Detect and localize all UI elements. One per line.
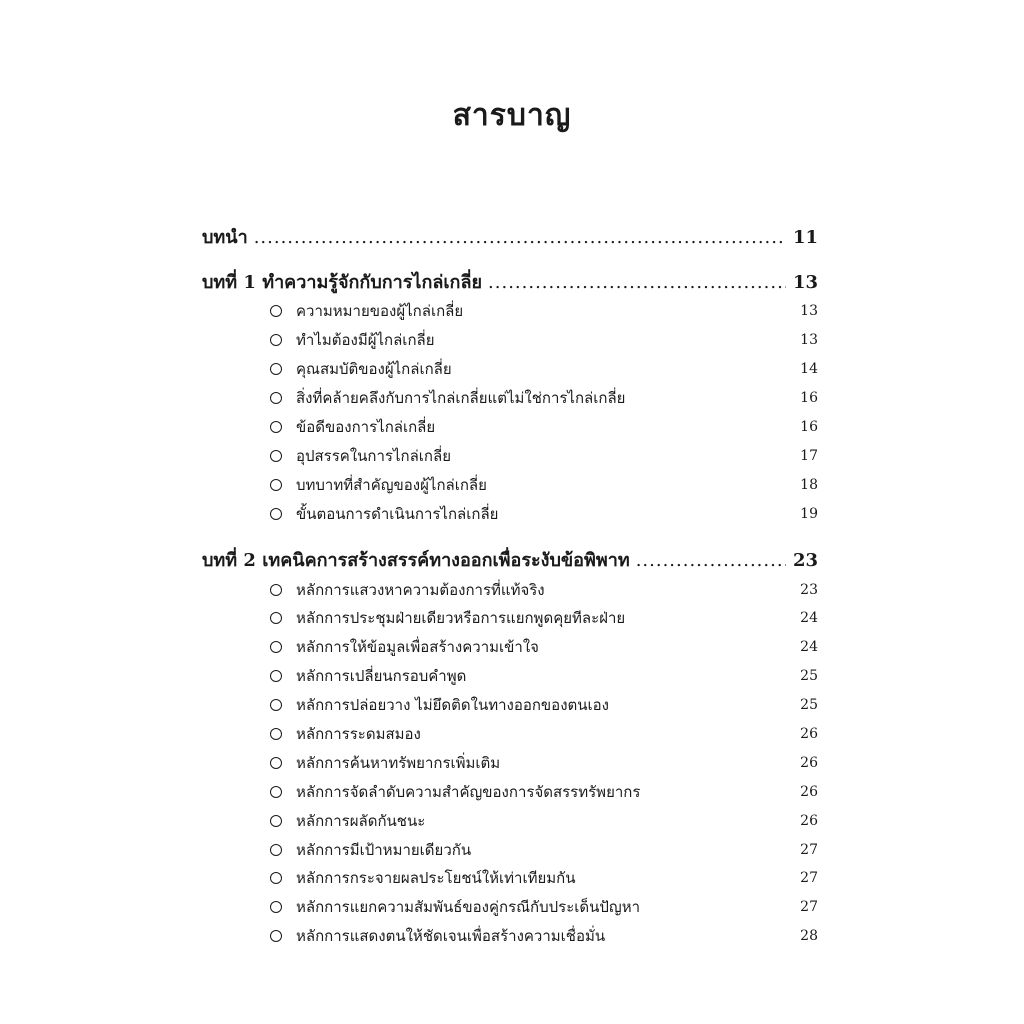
page-title: สารบาญ bbox=[452, 98, 572, 133]
page-number: 25 bbox=[800, 668, 818, 685]
circle-bullet-icon bbox=[270, 930, 282, 942]
entry-title: หลักการระดมสมอง bbox=[296, 725, 421, 744]
circle-bullet-icon bbox=[270, 901, 282, 913]
entry-title: หลักการแยกความสัมพันธ์ของคู่กรณีกับประเด็นปัญหา bbox=[296, 898, 641, 917]
toc-entry-chapter[interactable] bbox=[202, 545, 818, 573]
toc-sub-entry[interactable] bbox=[202, 499, 818, 528]
page-number: 28 bbox=[800, 928, 818, 945]
toc-sub-entry[interactable] bbox=[202, 633, 818, 662]
dot-leader bbox=[254, 227, 786, 248]
entry-title: บทที่ 1 ทำความรู้จักกับการไกล่เกลี่ย bbox=[202, 272, 483, 293]
entry-title: หลักการประชุมฝ่ายเดียวหรือการแยกพูดคุยทีละฝ่าย bbox=[296, 609, 626, 628]
entry-title: หลักการผลัดกันชนะ bbox=[296, 811, 426, 830]
page-number: 27 bbox=[800, 899, 818, 916]
entry-title: คุณสมบัติของผู้ไกล่เกลี่ย bbox=[296, 360, 452, 379]
circle-bullet-icon bbox=[270, 305, 282, 317]
toc-sub-entry[interactable] bbox=[202, 893, 818, 922]
toc-entry-intro[interactable] bbox=[202, 222, 818, 250]
page-number: 18 bbox=[800, 476, 818, 493]
circle-bullet-icon bbox=[270, 815, 282, 827]
page-number: 26 bbox=[800, 726, 818, 743]
page-number: 16 bbox=[800, 390, 818, 407]
circle-bullet-icon bbox=[270, 728, 282, 740]
page-number: 26 bbox=[800, 754, 818, 771]
toc-sub-entry[interactable] bbox=[202, 777, 818, 806]
toc-chapter-2 bbox=[202, 545, 818, 951]
circle-bullet-icon bbox=[270, 584, 282, 596]
circle-bullet-icon bbox=[270, 757, 282, 769]
page-number: 17 bbox=[800, 447, 818, 464]
toc-sub-entry[interactable] bbox=[202, 835, 818, 864]
toc-chapter-1 bbox=[202, 267, 818, 528]
circle-bullet-icon bbox=[270, 786, 282, 798]
table-of-contents bbox=[202, 222, 818, 951]
circle-bullet-icon bbox=[270, 450, 282, 462]
toc-sub-entry[interactable] bbox=[202, 441, 818, 470]
entry-title: หลักการปล่อยวาง ไม่ยึดติดในทางออกของตนเอง bbox=[296, 696, 609, 715]
entry-title: ความหมายของผู้ไกล่เกลี่ย bbox=[296, 302, 464, 321]
entry-title: หลักการเปลี่ยนกรอบคำพูด bbox=[296, 667, 467, 686]
toc-sub-entry[interactable] bbox=[202, 297, 818, 326]
toc-intro bbox=[202, 222, 818, 250]
circle-bullet-icon bbox=[270, 612, 282, 624]
toc-sub-entry[interactable] bbox=[202, 384, 818, 413]
toc-entry-chapter[interactable] bbox=[202, 267, 818, 295]
entry-title: หลักการแสวงหาความต้องการที่แท้จริง bbox=[296, 580, 545, 599]
page-number: 24 bbox=[800, 639, 818, 656]
circle-bullet-icon bbox=[270, 844, 282, 856]
circle-bullet-icon bbox=[270, 392, 282, 404]
entry-title: หลักการให้ข้อมูลเพื่อสร้างความเข้าใจ bbox=[296, 638, 539, 657]
entry-title: ทำไมต้องมีผู้ไกล่เกลี่ย bbox=[296, 331, 435, 350]
toc-sub-entry[interactable] bbox=[202, 604, 818, 633]
page-number: 24 bbox=[800, 610, 818, 627]
page-number: 13 bbox=[800, 303, 818, 320]
entry-title: สิ่งที่คล้ายคลึงกับการไกล่เกลี่ยแต่ไม่ใช่การไกล่เกลี่ย bbox=[296, 389, 626, 408]
page-number: 26 bbox=[800, 783, 818, 800]
toc-sub-entry[interactable] bbox=[202, 691, 818, 720]
entry-title: บทนำ bbox=[202, 227, 248, 248]
circle-bullet-icon bbox=[270, 479, 282, 491]
page-number: 16 bbox=[800, 419, 818, 435]
toc-sub-entry[interactable] bbox=[202, 470, 818, 499]
page-number: 27 bbox=[800, 841, 818, 858]
page-number: 19 bbox=[800, 505, 818, 522]
page-number: 14 bbox=[800, 361, 818, 378]
sub-entry-list bbox=[202, 575, 818, 951]
entry-title: อุปสรรคในการไกล่เกลี่ย bbox=[296, 446, 451, 465]
circle-bullet-icon bbox=[270, 508, 282, 520]
circle-bullet-icon bbox=[270, 670, 282, 682]
dot-leader bbox=[488, 272, 786, 293]
entry-title: หลักการแสดงตนให้ชัดเจนเพื่อสร้างความเชื่อมั่น bbox=[296, 927, 606, 946]
entry-title: หลักการกระจายผลประโยชน์ให้เท่าเทียมกัน bbox=[296, 869, 576, 888]
toc-sub-entry[interactable] bbox=[202, 326, 818, 355]
circle-bullet-icon bbox=[270, 363, 282, 375]
circle-bullet-icon bbox=[270, 872, 282, 884]
circle-bullet-icon bbox=[270, 699, 282, 711]
toc-sub-entry[interactable] bbox=[202, 720, 818, 749]
sub-entry-list bbox=[202, 297, 818, 528]
circle-bullet-icon bbox=[270, 421, 282, 433]
page-number: 11 bbox=[792, 227, 818, 248]
entry-title: บทที่ 2 เทคนิคการสร้างสรรค์ทางออกเพื่อระงับข้อพิพาท bbox=[202, 550, 630, 572]
page-number: 27 bbox=[800, 870, 818, 887]
page-number: 23 bbox=[792, 550, 818, 572]
circle-bullet-icon bbox=[270, 641, 282, 653]
toc-sub-entry[interactable] bbox=[202, 748, 818, 777]
page-number: 25 bbox=[800, 697, 818, 714]
toc-sub-entry[interactable] bbox=[202, 806, 818, 835]
entry-title: หลักการมีเป้าหมายเดียวกัน bbox=[296, 840, 472, 859]
toc-sub-entry[interactable] bbox=[202, 575, 818, 604]
toc-sub-entry[interactable] bbox=[202, 355, 818, 384]
entry-title: บทบาทที่สำคัญของผู้ไกล่เกลี่ย bbox=[296, 475, 487, 494]
entry-title: หลักการจัดลำดับความสำคัญของการจัดสรรทรัพยากร bbox=[296, 782, 641, 801]
toc-sub-entry[interactable] bbox=[202, 864, 818, 893]
entry-title: หลักการค้นหาทรัพยากรเพิ่มเติม bbox=[296, 753, 501, 772]
entry-title: ขั้นตอนการดำเนินการไกล่เกลี่ย bbox=[296, 504, 499, 523]
page-number: 26 bbox=[800, 812, 818, 829]
toc-sub-entry[interactable] bbox=[202, 413, 818, 442]
page-number: 13 bbox=[800, 332, 818, 349]
toc-sub-entry[interactable] bbox=[202, 662, 818, 691]
entry-title: ข้อดีของการไกล่เกลี่ย bbox=[296, 418, 436, 436]
circle-bullet-icon bbox=[270, 334, 282, 346]
page-number: 13 bbox=[792, 272, 818, 293]
page-number: 23 bbox=[800, 581, 818, 598]
dot-leader bbox=[636, 550, 786, 571]
toc-sub-entry[interactable] bbox=[202, 922, 818, 951]
